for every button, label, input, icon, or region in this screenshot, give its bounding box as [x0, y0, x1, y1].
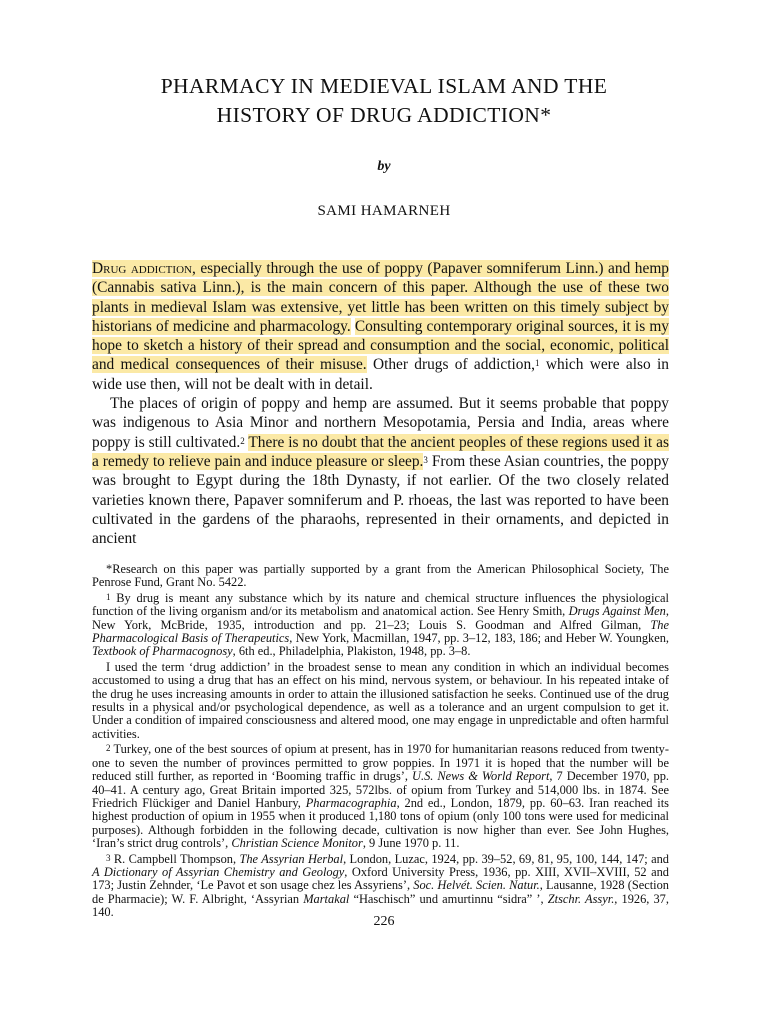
byline: by [377, 159, 391, 174]
footnote-3: $^3$ R. Campbell Thompson, The Assyrian Herbal, London, Luzac, 1924, pp. 39–52, 69, 81, 95, 100, 144, 147; and A Dictionary of Assyrian Chemistry and Geology, Oxford University Press, 1936, pp. XIII, XVII–XVIII, 52 and 173; Justin Zehnder, ‘Le Pavot et son usage chez les Assyriens’, Soc. Helvét. Scien. Natur., Lausanne, 1928 (Section de Pharmacie); W. F. Albright, ‘Assyrian Martakal “Haschisch” und amurtinnu “sidra” ’, Ztschr. Assyr., 1926, 37, 140. [92, 851, 670, 920]
title-line-1: PHARMACY IN MEDIEVAL ISLAM AND THE [160, 74, 608, 98]
footnote-ref-3[interactable]: 3 [423, 454, 428, 465]
footnote-ref-1[interactable]: 1 [535, 358, 540, 369]
footnote-2: $^2$ Turkey, one of the best sources of opium at present, has in 1970 for humanitarian reasons reduced from twenty-one to seven the number of provinces permitted to grow poppies. In 1971 it is hoped that the number will be reduced still further, as reported in ‘Booming traffic in drugs’, U.S. News & World Report, 7 December 1970, pp. 40–41. A century ago, Great Britain imported 325, 572lbs. of opium from Turkey and 514,000 lbs. in 1874. See Friedrich Flückiger and Daniel Hanbury, Pharmacographia, 2nd ed., London, 1879, pp. 60–63. Iran reached its highest production of opium in 1955 when it produced 1,180 tons of opium (only 100 tons were used for medicinal purposes). Although forbidden in the following decade, cultivation is now higher than ever. See John Hughes, ‘Iran’s strict drug controls’, Christian Science Monitor, 9 June 1970 p. 11. [92, 742, 669, 851]
footnote-1: $^1$ By drug is meant any substance which by its nature and chemical structure influences the physiological function of the living organism and/or its metabolism and anatomical action. See Henry Smith, Drugs Against Men, New York, McBride, 1935, introduction and pp. 21–23; Louis S. Goodman and Alfred Gilman, The Pharmacological Basis of Therapeutics, New York, Macmillan, 1947, pp. 3–12, 183, 186; and Heber W. Youngken, Textbook of Pharmacognosy, 6th ed., Philadelphia, Plakiston, 1948, pp. 3–8. [92, 590, 670, 659]
highlight-3: There is no doubt that the ancient peoples of these regions used it as a remedy to relieve pain and induce pleasure or sleep. [92, 433, 669, 470]
highlight-1: Drug addiction, especially through the use of poppy (Papaver somniferum Linn.) and hemp (Cannabis sativa Linn.), is the main concern of this paper. Although the use of these two plants in medieval Islam was extensive, yet little has been written on this timely subject by historians of medicine and pharmacology. [92, 260, 669, 335]
paper-title [0, 72, 768, 130]
paragraph-2: The places of origin of poppy and hemp are assumed. But it seems probable that poppy was indigenous to Asia Minor and northern Mesopotamia, Persia and India, areas where poppy is still cultivated.$^2$ There is no doubt that the ancient peoples of these regions used it as a remedy to relieve pain and induce pleasure or sleep.$^3$ From these Asian countries, the poppy was brought to Egypt during the 18th Dynasty, if not earlier. Of the two closely related varieties known there, Papaver somniferum and P. rhoeas, the last was reported to have been cultivated in the gardens of the pharaohs, represented in their ornaments, and depicted in ancient [92, 395, 669, 548]
footnotes [92, 563, 669, 922]
footnote-star: *Research on this paper was partially supported by a grant from the American Philosophical Society, The Penrose Fund, Grant No. 5422. [92, 562, 669, 590]
lead-in: Drug addiction [92, 260, 192, 277]
page-number: 226 [373, 914, 395, 929]
footnote-1-continued: I used the term ‘drug addiction’ in the broadest sense to mean any condition in which an individual becomes accustomed to using a drug that has an effect on his mind, nervous system, or behaviour. In his repeated intake of the drug he uses increasing amounts in order to attain the illusioned satisfaction he seeks. Continued use of the drug results in a physical and/or psychological dependence, as well as a tolerance and an urgent compulsion to get it. Under a condition of impaired consciousness and altered mood, one may engage in unpredictable and often harmful activities. [92, 659, 669, 741]
footnote-ref-2[interactable]: 2 [240, 435, 245, 446]
paragraph-1: Drug addiction, especially through the use of poppy (Papaver somniferum Linn.) and hemp (Cannabis sativa Linn.), is the main concern of this paper. Although the use of these two plants in medieval Islam was extensive, yet little has been written on this timely subject by historians of medicine and pharmacology. Consulting contemporary original sources, it is my hope to sketch a history of their spread and consumption and the social, economic, political and medical consequences of their misuse. Other drugs of addiction,$^1$ which were also in wide use then, will not be dealt with in detail. [92, 260, 669, 393]
body-text [92, 259, 669, 548]
title-line-2: HISTORY OF DRUG ADDICTION* [216, 103, 552, 127]
highlight-2: Consulting contemporary original sources, it is my hope to sketch a history of their spread and consumption and the social, economic, political and medical consequences of their misuse. [92, 317, 669, 374]
author-name: SAMI HAMARNEH [317, 203, 451, 219]
